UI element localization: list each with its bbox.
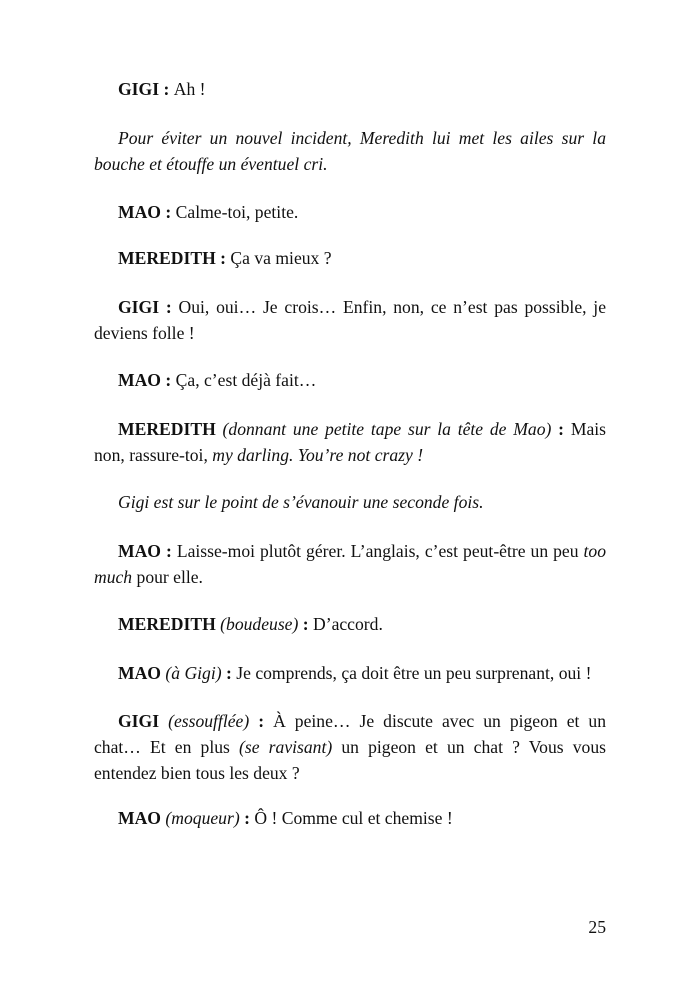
dialogue-text: Ô ! Comme cul et chemise ! — [254, 808, 453, 828]
dialogue-text: À peine… Je discute avec un pigeon et un chat… Et en plus — [94, 711, 607, 757]
dialogue-text: Laisse-moi plutôt gérer. L’anglais, c’est peut-être un peu — [176, 541, 579, 561]
dialogue-line: MAO : Ça, c’est déjà fait… — [118, 370, 317, 390]
stage-direction-inline: (se ravisant) — [239, 737, 333, 757]
dialogue-line: MEREDITH (donnant une petite tape sur la tête de Mao) : Mais non, rassure-toi, my darling. You’re not crazy ! — [94, 419, 606, 465]
speaker-name: GIGI — [118, 711, 160, 731]
speaker-name: GIGI — [118, 79, 160, 99]
speaker-name: MEREDITH — [118, 419, 216, 439]
dialogue-line: MEREDITH (boudeuse) : D’accord. — [118, 614, 383, 634]
dialogue-text-italic: my darling. You’re not crazy ! — [212, 445, 424, 465]
dialogue-line: MAO (à Gigi) : Je comprends, ça doit être un peu surprenant, oui ! — [118, 663, 592, 683]
speaker-name: MAO — [118, 370, 161, 390]
dialogue-line: MAO : Calme-toi, petite. — [118, 202, 299, 222]
stage-direction: Pour éviter un nouvel incident, Meredith lui met les ailes sur la bouche et étouffe un éventuel cri. — [94, 128, 606, 174]
speaker-name: GIGI — [118, 297, 160, 317]
stage-direction: Gigi est sur le point de s’évanouir une seconde fois. — [118, 492, 484, 512]
speaker-name: MEREDITH — [118, 248, 216, 268]
dialogue-line: GIGI : Ah ! — [118, 79, 206, 99]
document-page — [94, 0, 606, 992]
dialogue-text: Je comprends, ça doit être un peu surprenant, oui ! — [236, 663, 592, 683]
speaker-name: MAO — [118, 541, 161, 561]
stage-direction-inline: (à Gigi) — [165, 663, 222, 683]
dialogue-line: GIGI (essoufflée) : À peine… Je discute avec un pigeon et un chat… Et en plus (se ravisant) un pigeon et un chat ? Vous vous entendez bien tous les deux ? — [94, 711, 607, 783]
dialogue-line: MAO : Laisse-moi plutôt gérer. L’anglais, c’est peut-être un peu too much pour elle. — [94, 541, 606, 587]
dialogue-line: MAO (moqueur) : Ô ! Comme cul et chemise ! — [118, 808, 453, 828]
dialogue-text-after: pour elle. — [136, 567, 203, 587]
dialogue-text: Ah ! — [173, 79, 206, 99]
speaker-name: MAO — [118, 663, 161, 683]
speaker-name: MAO — [118, 202, 161, 222]
stage-direction-inline: (boudeuse) — [220, 614, 299, 634]
dialogue-text: Ça va mieux ? — [230, 248, 332, 268]
speaker-name: MEREDITH — [118, 614, 216, 634]
dialogue-text: D’accord. — [313, 614, 383, 634]
dialogue-line: GIGI : Oui, oui… Je crois… Enfin, non, ce n’est pas possible, je deviens folle ! — [94, 297, 607, 343]
dialogue-text-after: un pigeon et un chat ? Vous vous entendez bien tous les deux ? — [94, 737, 606, 783]
dialogue-text: Mais non, rassure-toi, — [94, 419, 606, 465]
speaker-name: MAO — [118, 808, 161, 828]
dialogue-text-italic: too much — [94, 541, 606, 587]
dialogue-text: Ça, c’est déjà fait… — [175, 370, 317, 390]
stage-direction-inline: (essoufflée) — [168, 711, 250, 731]
stage-direction-inline: (moqueur) — [165, 808, 240, 828]
dialogue-text: Oui, oui… Je crois… Enfin, non, ce n’est pas possible, je deviens folle ! — [94, 297, 607, 343]
dialogue-line: MEREDITH : Ça va mieux ? — [118, 248, 332, 268]
dialogue-text: Calme-toi, petite. — [175, 202, 299, 222]
page-number: 25 — [588, 917, 606, 937]
stage-direction-inline: (donnant une petite tape sur la tête de Mao) — [222, 419, 552, 439]
